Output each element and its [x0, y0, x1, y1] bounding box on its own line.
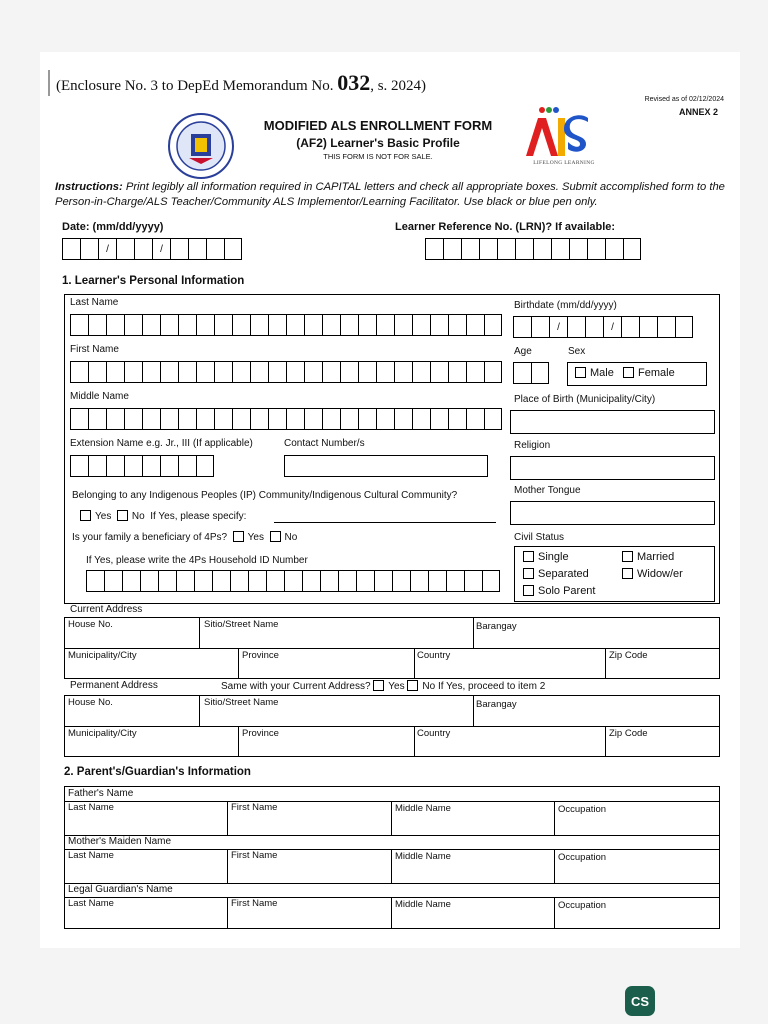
- extension-name-label: Extension Name e.g. Jr., III (If applicable): [70, 438, 253, 449]
- same-no-label: No: [422, 681, 436, 692]
- civil-separated: [523, 568, 589, 580]
- permanent-address-divider: [64, 726, 720, 727]
- same-yes-label: Yes: [388, 681, 405, 692]
- civil-single: [523, 551, 569, 563]
- als-tagline: LIFELONG LEARNING: [533, 160, 595, 166]
- m-v2: [391, 849, 392, 883]
- father-label: Father's Name: [68, 788, 134, 799]
- ca-v5: [605, 648, 606, 679]
- mother-last-name[interactable]: Last Name: [68, 850, 114, 861]
- first-name-label: First Name: [70, 344, 119, 355]
- civil-status-label: Civil Status: [514, 532, 565, 543]
- mother-divider: [64, 849, 720, 850]
- single-checkbox[interactable]: [523, 551, 534, 562]
- father-last-name[interactable]: Last Name: [68, 802, 114, 813]
- pa-v2: [473, 695, 474, 726]
- extension-name-field[interactable]: [70, 455, 214, 477]
- father-divider: [64, 801, 720, 802]
- pa-municipality[interactable]: Municipality/City: [68, 728, 137, 739]
- fourps-yes-label: Yes: [247, 532, 264, 543]
- pa-province[interactable]: Province: [242, 728, 279, 739]
- pa-v4: [414, 726, 415, 757]
- female-label: Female: [638, 367, 675, 379]
- mother-label: Mother's Maiden Name: [68, 836, 172, 847]
- revised-date: Revised as of 02/12/2024: [644, 96, 724, 103]
- place-of-birth-field[interactable]: [510, 410, 715, 434]
- mother-tongue-label: Mother Tongue: [514, 485, 581, 496]
- deped-seal-icon: [167, 112, 235, 180]
- instructions-text: Print legibly all information required in CAPITAL letters and check all appropriate boxes. Submit accomplished form to the Person-in-Charge/ALS Teacher/Community ALS Implementor/Learning Facilitator. Use black or blue pen only.: [55, 181, 725, 208]
- pa-street[interactable]: Sitio/Street Name: [204, 697, 279, 708]
- sex-options: [575, 367, 675, 379]
- ca-v3: [238, 648, 239, 679]
- ca-barangay[interactable]: Barangay: [476, 621, 517, 632]
- ip-options: [80, 510, 500, 522]
- section1-title: 1. Learner's Personal Information: [62, 275, 245, 287]
- single-label: Single: [538, 551, 569, 563]
- enclosure-line: [48, 70, 426, 96]
- als-logo-icon: [518, 104, 608, 160]
- mother-first-name[interactable]: First Name: [231, 850, 278, 861]
- same-address-block: [221, 680, 545, 692]
- solo-parent-checkbox[interactable]: [523, 585, 534, 596]
- g-v2: [391, 897, 392, 929]
- guardian-first-name[interactable]: First Name: [231, 898, 278, 909]
- g-v3: [554, 897, 555, 929]
- ip-specify-line[interactable]: [274, 522, 496, 523]
- married-checkbox[interactable]: [622, 551, 633, 562]
- ip-yes-checkbox[interactable]: [80, 510, 91, 521]
- f-v2: [391, 801, 392, 835]
- ca-country[interactable]: Country: [417, 650, 451, 661]
- f-v3: [554, 801, 555, 835]
- ca-v4: [414, 648, 415, 679]
- form-title: MODIFIED ALS ENROLLMENT FORM: [263, 118, 493, 133]
- f-v1: [227, 801, 228, 835]
- not-for-sale-note: THIS FORM IS NOT FOR SALE.: [323, 152, 433, 161]
- mother-tongue-field[interactable]: [510, 501, 715, 525]
- parents-box: [64, 786, 720, 929]
- age-field[interactable]: [513, 362, 549, 384]
- ip-yes-label: Yes: [95, 511, 112, 522]
- g-v1: [227, 897, 228, 929]
- proceed-note: If Yes, proceed to item 2: [437, 681, 546, 692]
- guardian-label: Legal Guardian's Name: [68, 884, 173, 895]
- fourps-question-block: [72, 531, 297, 543]
- date-slash-2: /: [152, 238, 170, 260]
- widow-checkbox[interactable]: [622, 568, 633, 579]
- civil-solo-parent: [523, 585, 595, 597]
- father-occupation[interactable]: Occupation: [558, 804, 607, 815]
- sex-label: Sex: [568, 346, 586, 357]
- lrn-field[interactable]: [425, 238, 641, 260]
- ca-province[interactable]: Province: [242, 650, 279, 661]
- contact-label: Contact Number/s: [284, 438, 365, 449]
- mother-occupation[interactable]: Occupation: [558, 852, 607, 863]
- pa-barangay[interactable]: Barangay: [476, 699, 517, 710]
- section2-title: 2. Parent's/Guardian's Information: [64, 766, 251, 778]
- male-checkbox[interactable]: [575, 367, 586, 378]
- first-name-field[interactable]: [70, 361, 502, 383]
- same-yes-checkbox[interactable]: [373, 680, 384, 691]
- ca-municipality[interactable]: Municipality/City: [68, 650, 137, 661]
- guardian-middle-name[interactable]: Middle Name: [395, 899, 451, 910]
- ca-v2: [473, 617, 474, 648]
- father-middle-name[interactable]: Middle Name: [395, 803, 451, 814]
- date-field[interactable]: [62, 238, 242, 260]
- birthdate-field[interactable]: [513, 316, 693, 338]
- date-slash-1: /: [98, 238, 116, 260]
- enclosure-suffix: , s. 2024): [370, 78, 427, 94]
- pa-zip[interactable]: Zip Code: [609, 728, 648, 739]
- annex-label: ANNEX 2: [678, 107, 718, 117]
- permanent-address-label: Permanent Address: [70, 680, 158, 691]
- date-label: Date: (mm/dd/yyyy): [62, 221, 164, 233]
- middle-name-label: Middle Name: [70, 391, 129, 402]
- pa-house-no[interactable]: House No.: [68, 697, 113, 708]
- pa-v3: [238, 726, 239, 757]
- contact-field[interactable]: [284, 455, 488, 477]
- married-label: Married: [637, 551, 675, 563]
- birth-slash-2: /: [603, 316, 621, 338]
- guardian-divider: [64, 897, 720, 898]
- guardian-occupation[interactable]: Occupation: [558, 900, 607, 911]
- mother-middle-name[interactable]: Middle Name: [395, 851, 451, 862]
- pa-v1: [199, 695, 200, 726]
- civil-married: [622, 551, 674, 563]
- male-label: Male: [590, 367, 614, 379]
- separated-label: Separated: [538, 568, 589, 580]
- solo-parent-label: Solo Parent: [538, 585, 596, 597]
- ip-no-checkbox[interactable]: [117, 510, 128, 521]
- same-address-question: Same with your Current Address?: [221, 681, 371, 692]
- form-subtitle: (AF2) Learner's Basic Profile: [296, 136, 460, 150]
- form-sheet: [40, 52, 740, 948]
- pa-v5: [605, 726, 606, 757]
- religion-field[interactable]: [510, 456, 715, 480]
- civil-widow: [622, 568, 683, 580]
- enclosure-prefix: (Enclosure No. 3 to DepEd Memorandum No.: [56, 78, 334, 94]
- female-checkbox[interactable]: [623, 367, 634, 378]
- instructions-lead: Instructions:: [55, 181, 123, 193]
- fourps-no-label: No: [284, 532, 298, 543]
- instructions: [55, 180, 735, 209]
- place-of-birth-label: Place of Birth (Municipality/City): [514, 394, 656, 405]
- ip-question: Belonging to any Indigenous Peoples (IP) Community/Indigenous Cultural Community?: [72, 490, 458, 501]
- widow-label: Widow/er: [637, 568, 683, 580]
- fourps-no-checkbox[interactable]: [270, 531, 281, 542]
- fourps-question: Is your family a beneficiary of 4Ps?: [72, 532, 228, 543]
- ip-no-label: No: [131, 511, 145, 522]
- pa-country[interactable]: Country: [417, 728, 451, 739]
- guardian-last-name[interactable]: Last Name: [68, 898, 114, 909]
- ca-v1: [199, 617, 200, 648]
- m-v1: [227, 849, 228, 883]
- fourps-yes-checkbox[interactable]: [233, 531, 244, 542]
- current-address-label: Current Address: [70, 604, 143, 615]
- father-first-name[interactable]: First Name: [231, 802, 278, 813]
- m-v3: [554, 849, 555, 883]
- age-label: Age: [514, 346, 532, 357]
- memo-number: 032: [337, 70, 371, 95]
- ip-specify-label: If Yes, please specify:: [150, 511, 247, 522]
- ca-house-no[interactable]: House No.: [68, 619, 113, 630]
- form-title-block: [258, 118, 498, 161]
- birthdate-label: Birthdate (mm/dd/yyyy): [514, 300, 617, 311]
- last-name-label: Last Name: [70, 297, 119, 308]
- ca-street[interactable]: Sitio/Street Name: [204, 619, 279, 630]
- current-address-divider: [64, 648, 720, 649]
- fourps-household-field[interactable]: [86, 570, 500, 592]
- middle-name-field[interactable]: [70, 408, 502, 430]
- religion-label: Religion: [514, 440, 551, 451]
- camscanner-badge: CS: [625, 986, 655, 1016]
- lrn-label: Learner Reference No. (LRN)? If available:: [395, 221, 616, 233]
- separated-checkbox[interactable]: [523, 568, 534, 579]
- same-no-checkbox[interactable]: [407, 680, 418, 691]
- last-name-field[interactable]: [70, 314, 502, 336]
- birth-slash-1: /: [549, 316, 567, 338]
- fourps-household-label: If Yes, please write the 4Ps Household ID Number: [86, 555, 308, 566]
- ca-zip[interactable]: Zip Code: [609, 650, 648, 661]
- als-logo: [518, 104, 608, 172]
